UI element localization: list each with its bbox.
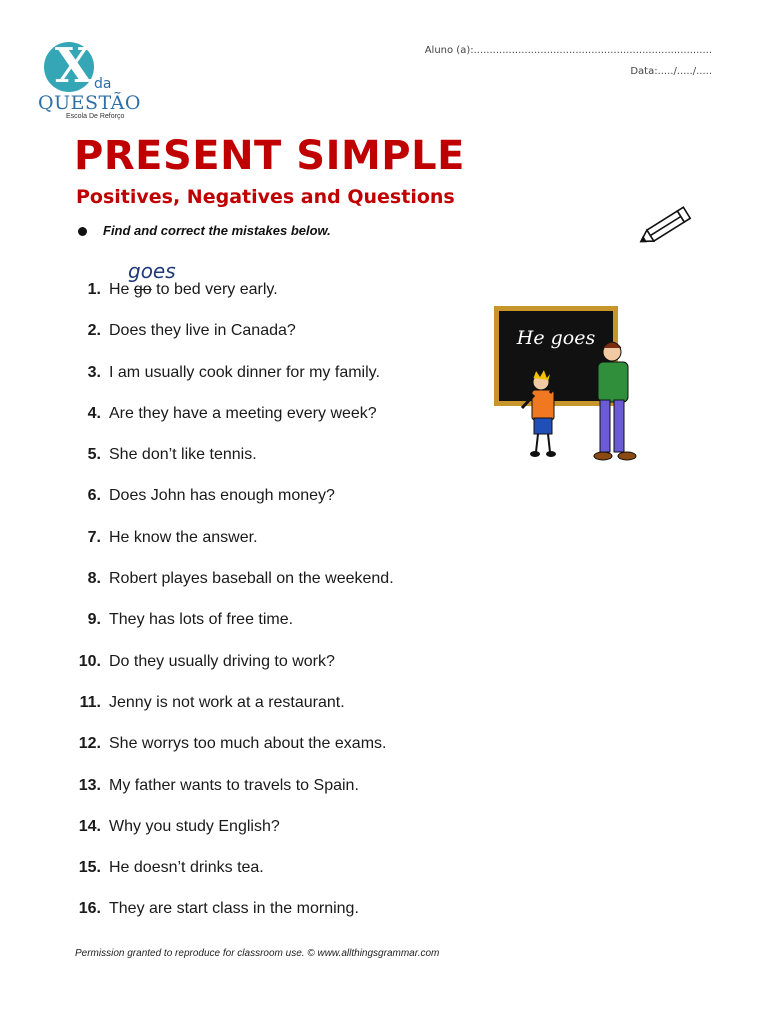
item-text: They are start class in the morning. xyxy=(109,900,359,918)
logo-da: da xyxy=(94,76,112,92)
instruction-text: Find and correct the mistakes below. xyxy=(103,223,331,238)
school-logo xyxy=(38,40,148,120)
bullet-icon xyxy=(78,227,87,236)
item-number: 4. xyxy=(87,404,101,422)
item-number: 10. xyxy=(78,652,101,670)
list-item xyxy=(66,653,496,694)
item-number: 11. xyxy=(79,693,101,711)
list-item xyxy=(66,529,496,570)
instruction xyxy=(78,223,331,238)
list-item xyxy=(66,735,496,776)
item-text: Do they usually driving to work? xyxy=(109,652,335,670)
item-number: 2. xyxy=(87,322,101,340)
item-text: Does John has enough money? xyxy=(109,487,335,505)
item-number: 13. xyxy=(78,776,101,794)
item-text: She worrys too much about the exams. xyxy=(109,735,387,753)
page-subtitle: Positives, Negatives and Questions xyxy=(76,186,455,208)
student-name-field: Aluno (a):........................................................................... xyxy=(424,45,712,56)
item-text: Are they have a meeting every week? xyxy=(109,404,377,422)
example-correction: goes xyxy=(128,259,176,283)
list-item xyxy=(66,487,496,528)
list-item xyxy=(66,694,496,735)
item-text: He know the answer. xyxy=(109,528,258,546)
item-text: They has lots of free time. xyxy=(109,611,294,629)
item-text: He go to bed very early. xyxy=(109,281,278,298)
board-text: He goes xyxy=(516,327,596,349)
date-field: Data:...../...../..... xyxy=(630,66,712,77)
page-title: PRESENT SIMPLE xyxy=(74,133,465,179)
strikethrough-word: go xyxy=(133,281,152,298)
logo-subtitle: Escola De Reforço xyxy=(66,113,125,120)
list-item xyxy=(66,446,496,487)
item-number: 14. xyxy=(78,817,101,835)
item-number: 1. xyxy=(87,281,101,298)
item-text: Jenny is not work at a restaurant. xyxy=(109,693,345,711)
list-item xyxy=(66,281,496,322)
list-item xyxy=(66,859,496,900)
item-text: My father wants to travels to Spain. xyxy=(109,776,359,794)
list-item xyxy=(66,818,496,859)
item-number: 12. xyxy=(78,735,101,753)
pencil-icon xyxy=(634,204,696,250)
list-item xyxy=(66,405,496,446)
item-number: 9. xyxy=(87,611,101,629)
item-number: 16. xyxy=(78,900,101,918)
item-text: Robert playes baseball on the weekend. xyxy=(109,570,394,588)
logo-name: QUESTÃO xyxy=(38,92,141,114)
item-text: She don’t like tennis. xyxy=(109,446,257,464)
list-item xyxy=(66,777,496,818)
item-number: 3. xyxy=(87,363,101,381)
footer-copyright: Permission granted to reproduce for classroom use. © www.allthingsgrammar.com xyxy=(75,948,440,959)
list-item xyxy=(66,322,496,363)
list-item xyxy=(66,364,496,405)
item-number: 8. xyxy=(87,570,101,588)
exercise-list xyxy=(66,281,496,942)
item-text: He doesn’t drinks tea. xyxy=(109,859,264,877)
item-number: 7. xyxy=(87,528,101,546)
list-item xyxy=(66,570,496,611)
item-number: 15. xyxy=(78,859,101,877)
item-number: 6. xyxy=(87,487,101,505)
item-text: Does they live in Canada? xyxy=(109,322,296,340)
list-item xyxy=(66,900,496,941)
item-number: 5. xyxy=(87,446,101,464)
classroom-illustration xyxy=(486,300,646,470)
list-item xyxy=(66,611,496,652)
item-text: I am usually cook dinner for my family. xyxy=(109,363,380,381)
logo-mark: X xyxy=(55,38,91,94)
item-text: Why you study English? xyxy=(109,817,280,835)
